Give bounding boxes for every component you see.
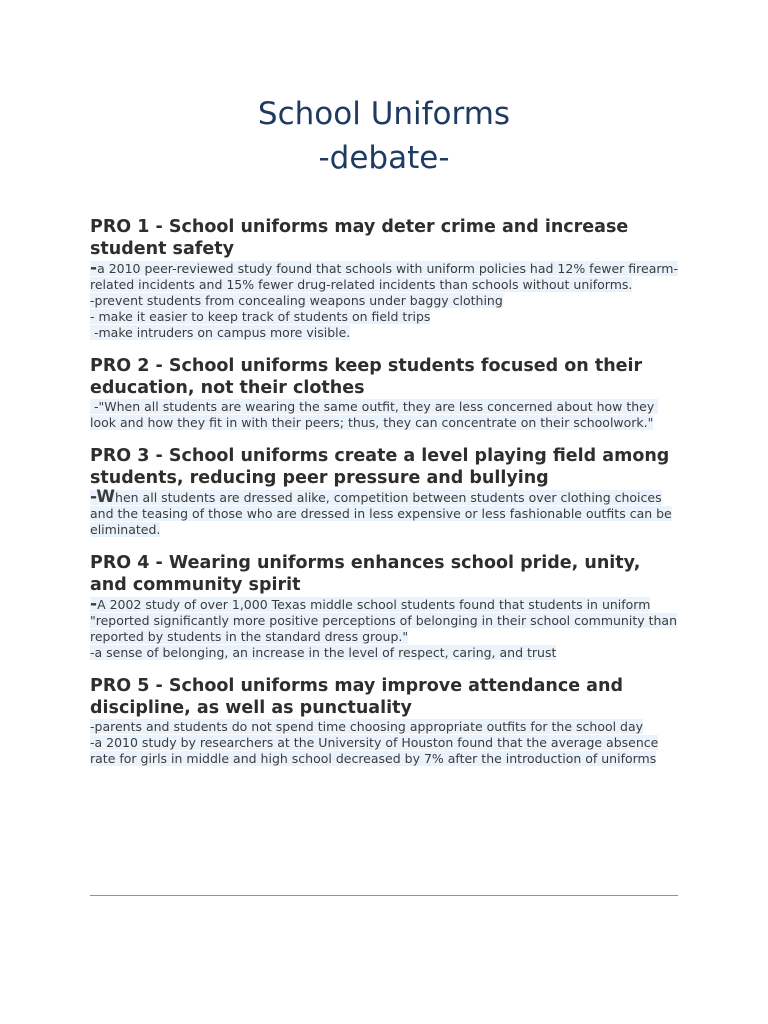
section-heading: PRO 1 - School uniforms may deter crime and increase student safety (90, 217, 629, 259)
section-pro-3 (90, 445, 680, 538)
document-body (90, 216, 680, 781)
paragraph-text: -a sense of belonging, an increase in the level of respect, caring, and trust (90, 645, 557, 660)
section-pro-1 (90, 216, 680, 341)
paragraph (90, 293, 680, 309)
title-line-1: School Uniforms (257, 96, 511, 132)
paragraph-text: -prevent students from concealing weapons under baggy clothing (90, 293, 503, 308)
paragraph (90, 489, 680, 538)
paragraph (90, 596, 680, 645)
paragraph-text: -a 2010 study by researchers at the University of Houston found that the average absence rate for girls in middle and high school decreased by 7% after the introduction of uniforms (90, 735, 659, 766)
paragraph-lead: -W (90, 487, 116, 507)
section-heading: PRO 4 - Wearing uniforms enhances school pride, unity, and community spirit (90, 553, 641, 595)
paragraph-text: hen all students are dressed alike, competition between students over clothing choices and the teasing of those who are dressed in less expensive or less fashionable outfits can be eliminated. (90, 490, 672, 537)
paragraph (90, 260, 680, 293)
bottom-divider (90, 895, 678, 896)
paragraph (90, 735, 680, 767)
paragraph (90, 309, 680, 325)
section-pro-5 (90, 675, 680, 767)
paragraph-lead: - (90, 258, 98, 278)
paragraph (90, 645, 680, 661)
section-heading: PRO 2 - School uniforms keep students focused on their education, not their clothes (90, 356, 643, 398)
title-line-2: -debate- (318, 140, 450, 176)
paragraph-text: A 2002 study of over 1,000 Texas middle school students found that students in uniform "reported significantly more positive perceptions of belonging in their school community than reported by students in the standard dress group." (90, 597, 677, 644)
section-pro-4 (90, 552, 680, 661)
paragraph-lead: - (90, 594, 98, 614)
paragraph-text: a 2010 peer-reviewed study found that schools with uniform policies had 12% fewer firearm-related incidents and 15% fewer drug-related incidents than schools without uniforms. (90, 261, 678, 292)
paragraph-text: -make intruders on campus more visible. (90, 325, 351, 340)
section-pro-2 (90, 355, 680, 431)
section-heading: PRO 5 - School uniforms may improve attendance and discipline, as well as punctuality (90, 676, 623, 718)
document-title (0, 92, 768, 180)
paragraph-text: -"When all students are wearing the same outfit, they are less concerned about how they look and how they fit in with their peers; thus, they can concentrate on their schoolwork." (90, 399, 659, 430)
paragraph (90, 719, 680, 735)
paragraph-text: - make it easier to keep track of students on field trips (90, 309, 431, 324)
section-heading: PRO 3 - School uniforms create a level playing field among students, reducing peer pressure and bullying (90, 446, 670, 488)
paragraph (90, 325, 680, 341)
paragraph-text: -parents and students do not spend time choosing appropriate outfits for the school day (90, 719, 644, 734)
paragraph (90, 399, 680, 431)
